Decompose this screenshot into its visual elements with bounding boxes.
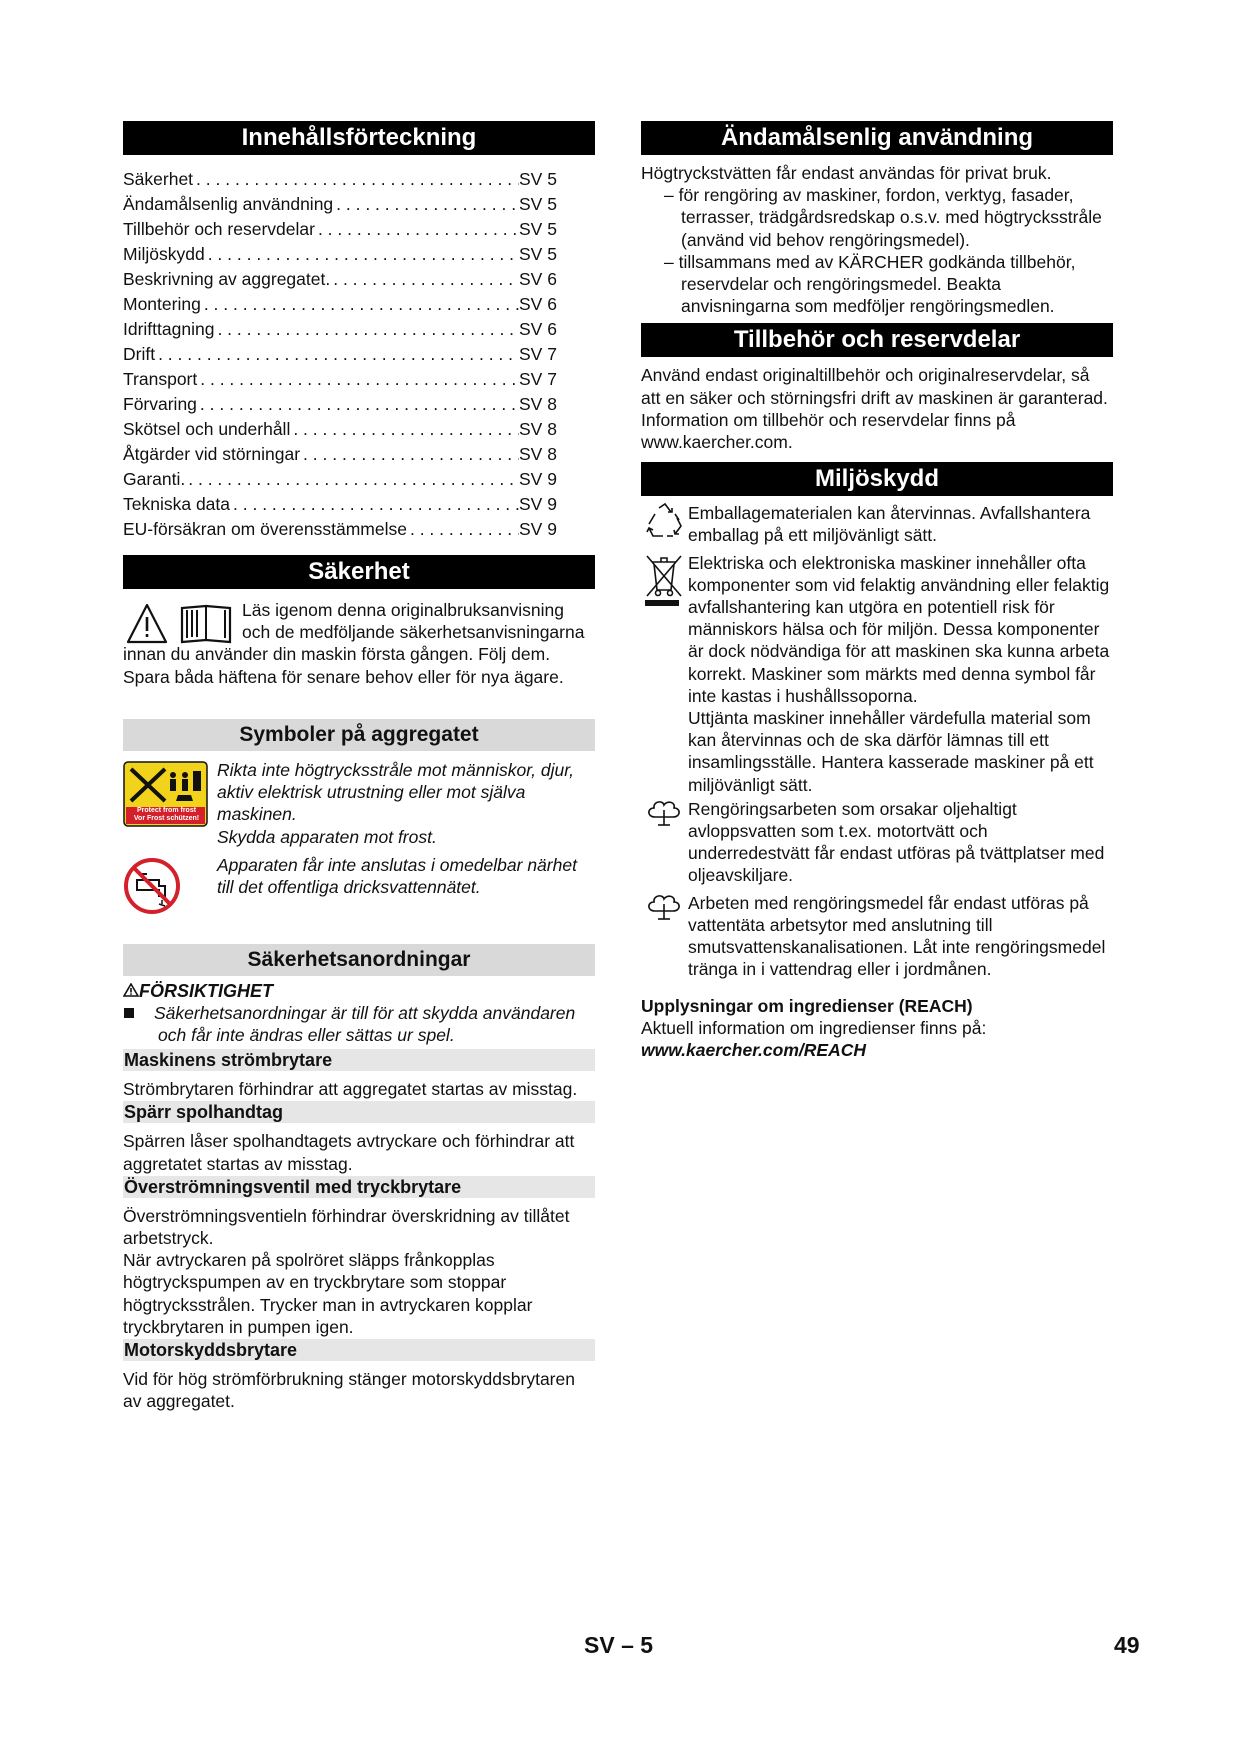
- right-column: [641, 121, 1113, 1061]
- reach-heading: Upplysningar om ingredienser (REACH): [641, 995, 973, 1016]
- toc-entry-page: SV 5: [519, 244, 557, 264]
- toc-entry-page: SV 8: [519, 419, 557, 439]
- toc-entry-page: SV 9: [519, 469, 557, 489]
- env-item-recycle: [641, 502, 1113, 546]
- bullet-square: [124, 1008, 134, 1018]
- caution-triangle-icon: [123, 983, 139, 997]
- symbol-jet-warning: Rikta inte högtrycksstråle mot människor, djur, aktiv elektrisk utrustning eller mot själva maskinen.: [217, 760, 574, 825]
- toc-leader-dots: [185, 467, 519, 492]
- toc-leader-dots: [300, 442, 519, 467]
- toc-entry-page: SV 8: [519, 444, 557, 464]
- warning-book-icon: [126, 602, 234, 646]
- toc-leader-dots: [330, 267, 519, 292]
- main-switch-text: Strömbrytaren förhindrar att aggregatet startas av misstag.: [123, 1079, 578, 1100]
- toc-entry[interactable]: [123, 442, 595, 467]
- toc-entry[interactable]: [123, 367, 595, 392]
- caution-item: [123, 1002, 595, 1046]
- toc-entry-page: SV 5: [519, 219, 557, 239]
- env-weee-text-a: Elektriska och elektroniska maskiner innehåller ofta komponenter som vid felaktig användning eller felaktig avfallshantering kan utgöra en potentiell risk för människors hälsa och för miljön. Dessa komponenter är dock nödvändiga för att maskinen ska kunna arbeta korrekt. Maskiner som märkts med denna symbol får inte kastas i hushållssoporna.: [688, 552, 1110, 706]
- toc-entry-title: Transport: [123, 369, 198, 389]
- toc-leader-dots: [315, 217, 519, 242]
- accessories-heading: Tillbehör och reservdelar: [641, 323, 1113, 357]
- toc-leader-dots: [155, 342, 519, 367]
- motor-protection-heading: Motorskyddsbrytare: [123, 1339, 595, 1361]
- trigger-lock-text: Spärren låser spolhandtagets avtryckare och förhindrar att aggretatet startas av misstag.: [123, 1131, 575, 1174]
- toc-entry-page: SV 7: [519, 369, 557, 389]
- toc-entry-page: SV 8: [519, 394, 557, 414]
- usage-item-2: – tillsammans med av KÄRCHER godkända tillbehör, reservdelar och rengöringsmedel. Beakta anvisningarna som medföljer rengöringsmedlen.: [664, 251, 1076, 317]
- accessories-text-2: Information om tillbehör och reservdelar finns på www.kaercher.com.: [641, 409, 1016, 453]
- main-switch-heading: Maskinens strömbrytare: [123, 1049, 595, 1071]
- toc-entry-title: Miljöskydd: [123, 244, 205, 264]
- toc-entry-title: Montering: [123, 294, 201, 314]
- toc-entry[interactable]: [123, 167, 595, 192]
- caution-text: Säkerhetsanordningar är till för att skydda användaren och får inte ändras eller sättas ur spel.: [154, 1002, 576, 1046]
- toc-entry-title: Drift: [123, 344, 156, 364]
- symbol-water-warning: Apparaten får inte anslutas i omedelbar närhet till det offentliga dricksvattennätet.: [217, 854, 577, 898]
- environment-tree-icon: [641, 798, 688, 828]
- toc-entry[interactable]: [123, 417, 595, 442]
- usage-item-1: – för rengöring av maskiner, fordon, verktyg, fasader, terrasser, trädgårdsredskap o.s.v. med högtrycksstråle (använd vid behov rengöringsmedel).: [664, 185, 1102, 250]
- toc-entry-page: SV 5: [519, 194, 557, 214]
- safety-devices-heading: Säkerhetsanordningar: [123, 944, 595, 976]
- toc-entry[interactable]: [123, 242, 595, 267]
- toc-entry[interactable]: [123, 392, 595, 417]
- toc-entry-title: Garanti.: [123, 469, 186, 489]
- toc-entry-title: Beskrivning av aggregatet.: [123, 269, 331, 289]
- toc-entry-title: EU-försäkran om överensstämmelse: [123, 519, 407, 539]
- env-item-weee: [641, 552, 1113, 796]
- trigger-lock-heading: Spärr spolhandtag: [123, 1101, 595, 1123]
- toc-entry-title: Skötsel och underhåll: [123, 419, 291, 439]
- safety-intro: [123, 599, 595, 711]
- env-weee-text-b: Uttjänta maskiner innehåller värdefulla material som kan återvinnas och de ska därför lämnas till ett insamlingsställe. Hantera kasserade maskiner på ett miljövänligt sätt.: [688, 708, 1094, 795]
- env-weee-text: [688, 552, 1113, 796]
- toc-entry-title: Säkerhet: [123, 169, 194, 189]
- page-number: 49: [1114, 1632, 1140, 1658]
- overflow-valve-heading: Överströmningsventil med tryckbrytare: [123, 1176, 595, 1198]
- toc-leader-dots: [197, 367, 519, 392]
- symbol-row-jet: [123, 761, 595, 848]
- crossed-out-bin-icon: [641, 552, 688, 610]
- caution-label: FÖRSIKTIGHET: [123, 980, 595, 1002]
- toc-entry-title: Tekniska data: [123, 494, 231, 514]
- toc-entry[interactable]: [123, 317, 595, 342]
- toc-entry[interactable]: [123, 517, 595, 542]
- toc-leader-dots: [197, 392, 519, 417]
- frost-label-en: Protect from frost: [136, 807, 197, 814]
- toc-leader-dots: [193, 167, 519, 192]
- safety-heading: Säkerhet: [123, 555, 595, 589]
- toc-entry[interactable]: [123, 217, 595, 242]
- toc-entry-page: SV 9: [519, 494, 557, 514]
- toc-leader-dots: [201, 292, 519, 317]
- section-page-label: SV – 5: [584, 1632, 654, 1658]
- reach-text: Aktuell information om ingredienser finns på:: [641, 1017, 987, 1038]
- toc-leader-dots: [205, 242, 519, 267]
- env-recycle-text: Emballagematerialen kan återvinnas. Avfallshantera emballag på ett miljövänligt sätt.: [688, 503, 1091, 546]
- toc-leader-dots: [214, 317, 519, 342]
- env-detergent-text: Arbeten med rengöringsmedel får endast utföras på vattentäta arbetsytor med anslutning till smutsvattenskanalisationen. Låt inte rengöringsmedel tränga in i vattendrag eller i jordmånen.: [688, 892, 1106, 980]
- symbol-water-text: [183, 854, 595, 898]
- safety-intro-text: Läs igenom denna originalbruksanvisning och de medföljande säkerhetsanvisningarna innan du använder din maskin första gången. Följ dem. Spara båda häftena för senare behov eller för nya ägare.: [123, 600, 585, 687]
- toc-entry-title: Förvaring: [123, 394, 197, 414]
- toc-entry-title: Tillbehör och reservdelar: [123, 219, 315, 239]
- env-item-oil: [641, 798, 1113, 887]
- toc-entry-title: Åtgärder vid störningar: [123, 444, 301, 464]
- reach-link[interactable]: www.kaercher.com/REACH: [641, 1039, 866, 1060]
- recycling-icon: [641, 502, 688, 542]
- accessories-text-1: Använd endast originaltillbehör och originalreservdelar, så att en säker och störningsfri drift av maskinen är garanterad.: [641, 365, 1108, 408]
- toc-entry[interactable]: [123, 292, 595, 317]
- toc-entry-page: SV 7: [519, 344, 557, 364]
- overflow-valve-text1: Överströmningsventieln förhindrar överskridning av tillåtet arbetstryck.: [123, 1205, 570, 1249]
- toc-leader-dots: [407, 517, 519, 542]
- toc-entry-page: SV 9: [519, 519, 557, 539]
- symbol-frost-warning: Skydda apparaten mot frost.: [217, 826, 437, 847]
- toc-entry-page: SV 6: [519, 319, 557, 339]
- toc-entry[interactable]: [123, 467, 595, 492]
- env-item-detergent: [641, 892, 1113, 981]
- toc-entry[interactable]: [123, 342, 595, 367]
- motor-protection-text: Vid för hög strömförbrukning stänger motorskyddsbrytaren av aggregatet.: [123, 1369, 575, 1412]
- symbol-row-water: [123, 856, 595, 916]
- toc-entry[interactable]: [123, 267, 595, 292]
- toc-entry-page: SV 6: [519, 269, 557, 289]
- toc-entry-title: Idrifttagning: [123, 319, 215, 339]
- symbols-heading: Symboler på aggregatet: [123, 719, 595, 751]
- left-column: [123, 121, 595, 1412]
- toc-entry-page: SV 5: [519, 169, 557, 189]
- env-oil-text: Rengöringsarbeten som orsakar oljehaltigt avloppsvatten som t.ex. motortvätt och underredestvätt får endast utföras på tvättplatser med oljeavskiljare.: [688, 798, 1105, 886]
- usage-heading: Ändamålsenlig användning: [641, 121, 1113, 155]
- toc-leader-dots: [290, 417, 519, 442]
- toc-entry[interactable]: [123, 192, 595, 217]
- toc-entry-title: Ändamålsenlig användning: [123, 194, 334, 214]
- table-of-contents: [123, 167, 595, 542]
- overflow-valve-text2: När avtryckaren på spolröret släpps frånkopplas högtryckspumpen av en tryckbrytare som stoppar högtrycksstrålen. Trycker man in avtryckaren kopplar tryckbrytaren in pumpen igen.: [123, 1250, 533, 1337]
- toc-leader-dots: [230, 492, 519, 517]
- environment-tree-icon: [641, 892, 688, 922]
- environment-heading: Miljöskydd: [641, 462, 1113, 496]
- toc-entry[interactable]: [123, 492, 595, 517]
- toc-entry-page: SV 6: [519, 294, 557, 314]
- toc-heading: Innehållsförteckning: [123, 121, 595, 155]
- no-drinking-water-connection-icon: [123, 856, 183, 916]
- usage-text: Högtryckstvätten får endast användas för privat bruk.: [641, 163, 1052, 183]
- frost-label-de: Vor Frost schützen!: [133, 815, 200, 822]
- symbol-jet-text: [208, 759, 595, 848]
- toc-leader-dots: [333, 192, 519, 217]
